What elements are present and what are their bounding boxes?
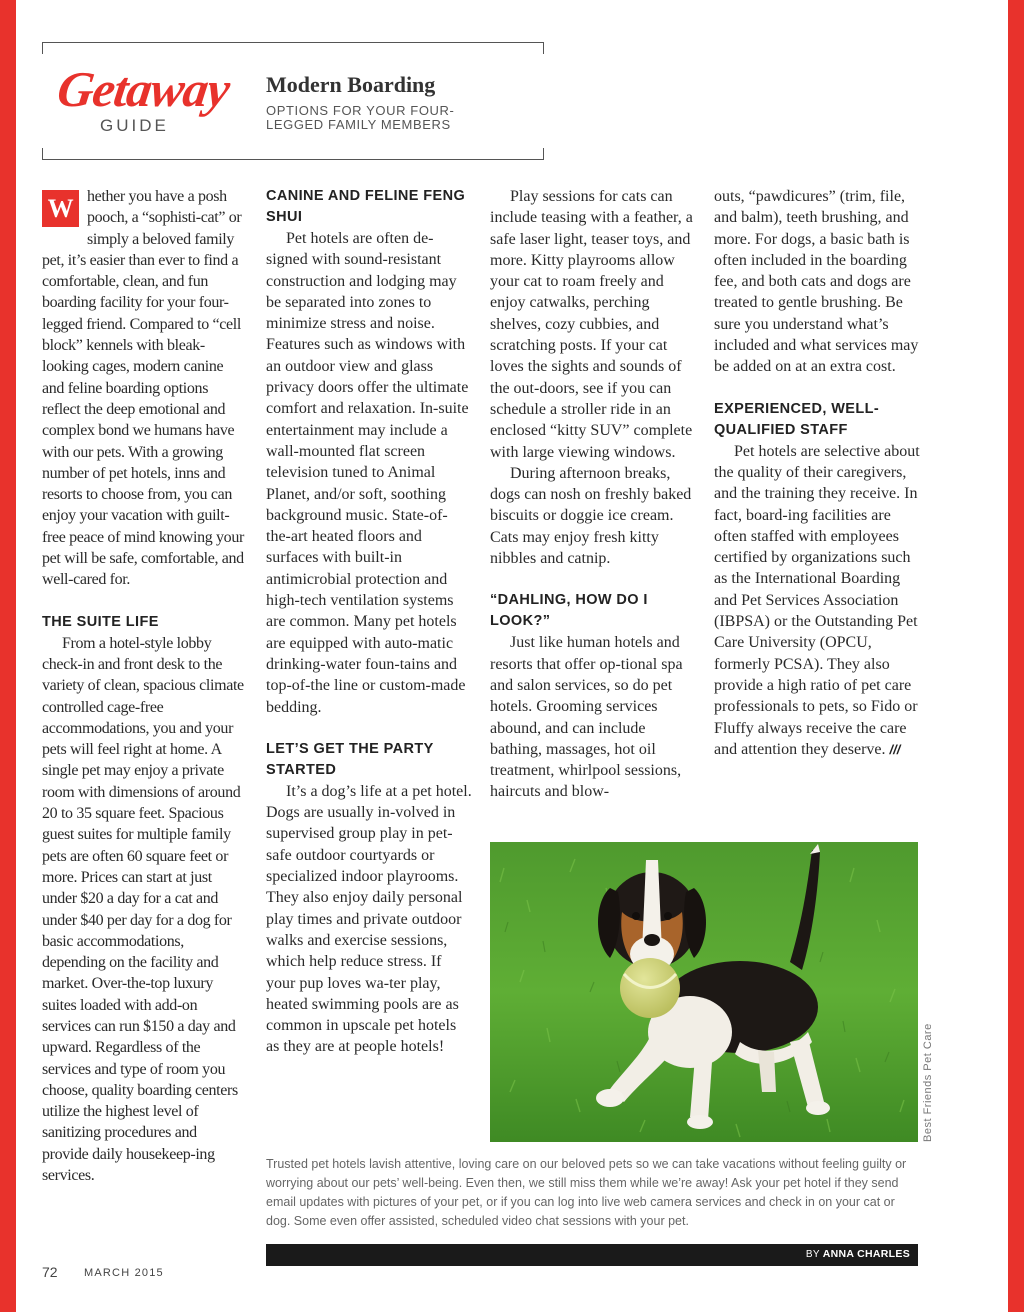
- staff-paragraph: [714, 441, 924, 760]
- staff-text: Pet hotels are selective about the quality of their caregivers, and the training they receive. In fact, board-ing facilities are often staffed with employees certified by organizations such as the International Boarding and Pet Services Association (IBPSA) or the Outstanding Pet Care University (OPCU, formerly PCSA). They also provide a high ratio of pet care professionals to pets, so Fido or Fluffy always receive the care and attention they deserve.: [714, 442, 920, 758]
- page-number: 72: [42, 1264, 58, 1280]
- header-frame-top: [42, 42, 544, 54]
- heading-feng-shui: CANINE AND FELINE FENG SHUI: [266, 188, 466, 225]
- party-paragraph-dogs: It’s a dog’s life at a pet hotel. Dogs are usually in-volved in supervised group play in pet-safe outdoor courtyards or specialized indoor playrooms. They also enjoy daily personal play times and private outdoor walks and exercise sessions, which help reduce stress. If your pup loves wa-ter play, heated swimming pools are as common in upscale pet hotels as they are at people hotels!: [266, 782, 472, 1056]
- right-red-border: [1008, 0, 1024, 1312]
- article-subtitle: OPTIONS FOR YOUR FOUR-LEGGED FAMILY MEMBERS: [266, 103, 455, 132]
- guide-label: GUIDE: [100, 116, 169, 135]
- heading-dahling: “DAHLING, HOW DO I LOOK?”: [490, 592, 648, 630]
- grooming-paragraph: Just like human hotels and resorts that offer op-tional spa and salon services, so do pet hotels. Grooming services abound, and can include bathing, massages, hot oil treatment, whirlpool sessions, haircuts and blow-: [490, 634, 683, 801]
- party-paragraph-treats: During afternoon breaks, dogs can nosh on freshly baked biscuits or doggie ice cream. Cats may enjoy fresh kitty nibbles and catnip.: [490, 464, 692, 568]
- party-paragraph-cats: Play sessions for cats can include teasing with a feather, a safe laser light, teaser toys, and more. Kitty playrooms allow your cat to roam freely and enjoy catwalks, perching shelves, cozy cubbies, and scratching posts. If your cat loves the sights and sounds of the out-doors, see if you can schedule a stroller ride in an enclosed “kitty SUV” complete with large viewing windows.: [490, 188, 693, 461]
- grooming-paragraph-continued: outs, “pawdicures” (trim, file, and balm), teeth brushing, and more. For dogs, a basic bath is often included in the boarding fee, and both cats and dogs are treated to gentle brushing. Be sure you understand what’s included and what services may be added on at an extra cost.: [714, 188, 919, 376]
- end-mark: ///: [889, 741, 901, 757]
- getaway-logo: Getaway: [54, 61, 233, 117]
- heading-party: LET’S GET THE PARTY STARTED: [266, 740, 434, 778]
- suite-life-paragraph: From a hotel-style lobby check-in and front desk to the variety of clean, spacious climate controlled cage-free accommodations, you and your pets will feel right at home. A single pet may enjoy a private room with dimensions of around 20 to 35 square feet. Spacious guest suites for multiple family pets are often 60 square feet or more. Prices can start at just under $20 a day for a cat and under $40 per day for a dog for basic accommodations, depending on the facility and market. Over-the-top luxury suites loaded with add-on services can run $150 a day and upward. Regardless of the services and type of room you choose, quality boarding centers utilize the highest level of sanitizing procedures and provide daily housekeep-ing services.: [42, 634, 244, 1185]
- photo-caption: Trusted pet hotels lavish attentive, loving care on our beloved pets so we can take vacations without feeling guilty or worrying about our pets’ well-being. Even then, we still miss them while we’re away! Ask your pet hotel if they send email updates with pictures of your pet, or if you can log into live web camera services and check in on your cat or dog. Some even offer assisted, scheduled video chat sessions with your pet.: [266, 1157, 907, 1228]
- column-4: [714, 186, 924, 760]
- byline-bar: [266, 1244, 918, 1266]
- intro-paragraph: [42, 186, 246, 591]
- header-frame-bottom: [42, 148, 544, 160]
- byline: [806, 1248, 910, 1260]
- beagle-puppy-photo: [490, 842, 918, 1142]
- feng-shui-paragraph: Pet hotels are often de-signed with sound-resistant construction and lodging may be separated into zones to minimize stress and noise. Features such as windows with an outdoor view and glass privacy doors offer the ultimate comfort and relaxation. In-suite entertainment may include a wall-mounted flat screen television tuned to Animal Planet, and/or soft, soothing background music. State-of-the-art heated floors and surfaces with built-in antimicrobial protection and high-tech ventilation systems are common. Many pet hotels are equipped with auto-matic drinking-water foun-tains and top-of-the line or custom-made bedding.: [266, 230, 469, 716]
- photo-credit: Best Friends Pet Care: [922, 1023, 934, 1142]
- byline-author: ANNA CHARLES: [822, 1248, 910, 1260]
- article-title: Modern Boarding: [266, 72, 436, 97]
- issue-date: MARCH 2015: [84, 1267, 164, 1279]
- column-2: [266, 186, 472, 1058]
- drop-cap: W: [42, 190, 79, 227]
- heading-staff: EXPERIENCED, WELL-QUALIFIED STAFF: [714, 400, 880, 438]
- intro-text: hether you have a posh pooch, a “sophisti-cat” or simply a beloved family pet, it’s easier than ever to find a comfortable, clean, and fun boarding facility for your four-legged friend. Compared to “cell block” kennels with bleak-looking cages, modern canine and feline boarding options reflect the deep emotional and complex bond we humans have with our pets. With a growing number of pet hotels, inns and resorts to choose from, you can enjoy your vacation with guilt-free peace of mind knowing your pet will be safe, comfortable, and well-cared for.: [42, 188, 244, 589]
- heading-suite-life: THE SUITE LIFE: [42, 613, 159, 630]
- left-red-border: [0, 0, 16, 1312]
- column-1: [42, 186, 246, 1186]
- byline-prefix: BY: [805, 1249, 820, 1260]
- column-3: [490, 186, 696, 803]
